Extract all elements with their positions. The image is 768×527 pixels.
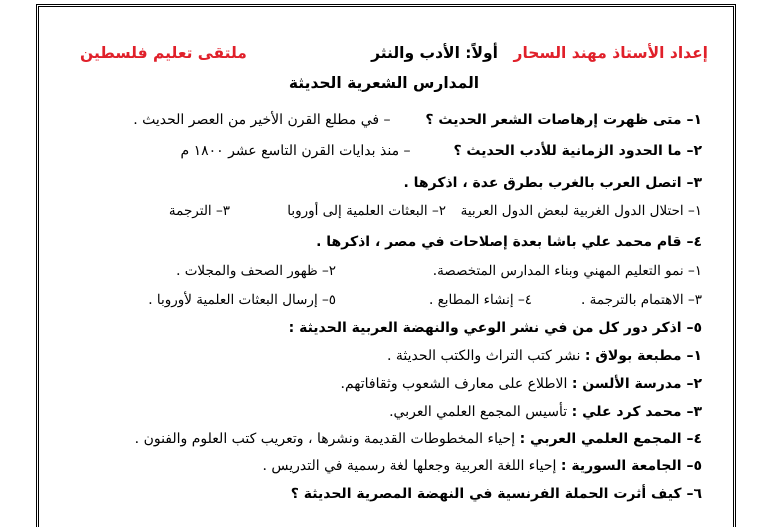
question-2-text: ٢– ما الحدود الزمانية للأدب الحديث ؟	[453, 143, 702, 159]
item-label: ٤– المجمع العلمي العربي :	[519, 431, 702, 447]
list-item	[389, 404, 702, 420]
item-text: نشر كتب التراث والكتب الحديثة .	[386, 348, 585, 364]
question-1	[133, 112, 702, 128]
question-3-text: ٣– اتصل العرب بالغرب بطرق عدة ، اذكرها .	[403, 175, 702, 191]
item-text: إحياء المخطوطات القديمة ونشرها ، وتعريب كتب العلوم والفنون .	[134, 431, 520, 447]
item-label: ٥– الجامعة السورية :	[560, 458, 702, 474]
question-4-text: ٤– قام محمد علي باشا بعدة إصلاحات في مصر ، اذكرها .	[316, 234, 702, 250]
question-1-text: ١– متى ظهرت إرهاصات الشعر الحديث ؟	[425, 112, 702, 128]
list-item: ١– نمو التعليم المهني وبناء المدارس المتخصصة.	[432, 263, 702, 279]
question-2-answer: – منذ بدايات القرن التاسع عشر ١٨٠٠ م	[180, 143, 411, 159]
author-credit: إعداد الأستاذ مهند السحار	[513, 44, 708, 62]
item-label: ١– مطبعة بولاق :	[584, 348, 702, 364]
list-item	[341, 376, 703, 392]
list-item	[262, 458, 702, 474]
list-item	[135, 431, 702, 447]
question-4	[316, 234, 702, 250]
page-title: المدارس الشعرية الحديثة	[288, 74, 480, 92]
question-5	[289, 320, 702, 336]
list-item: ٣– الاهتمام بالترجمة .	[581, 292, 702, 308]
list-item: ٣– الترجمة	[168, 203, 230, 219]
question-6	[291, 486, 702, 502]
list-item: ٤– إنشاء المطابع .	[429, 292, 532, 308]
question-2	[180, 143, 702, 159]
section-heading: أولاً: الأدب والنثر	[371, 44, 498, 62]
list-item	[387, 348, 702, 364]
item-label: ٣– محمد كرد علي :	[571, 404, 702, 420]
item-text: الاطلاع على معارف الشعوب وثقافاتهم.	[340, 376, 572, 392]
question-1-answer: – في مطلع القرن الأخير من العصر الحديث .	[133, 112, 391, 128]
item-label: ٢– مدرسة الألسن :	[571, 376, 702, 392]
page-header	[80, 44, 708, 66]
item-text: تأسيس المجمع العلمي العربي.	[389, 404, 572, 420]
list-item: ٢– ظهور الصحف والمجلات .	[176, 263, 336, 279]
item-text: إحياء اللغة العربية وجعلها لغة رسمية في التدريس .	[262, 458, 561, 474]
forum-name: ملتقى تعليم فلسطين	[80, 44, 247, 62]
question-5-text: ٥– اذكر دور كل من في نشر الوعي والنهضة العربية الحديثة :	[288, 320, 702, 336]
list-item: ٥– إرسال البعثات العلمية لأوروبا .	[148, 292, 336, 308]
list-item: ١– احتلال الدول الغربية لبعض الدول العربية	[460, 203, 702, 219]
question-6-text: ٦– كيف أثرت الحملة الفرنسية في النهضة المصرية الحديثة ؟	[290, 486, 702, 502]
question-3	[403, 175, 702, 191]
list-item: ٢– البعثات العلمية إلى أوروبا	[287, 203, 446, 219]
